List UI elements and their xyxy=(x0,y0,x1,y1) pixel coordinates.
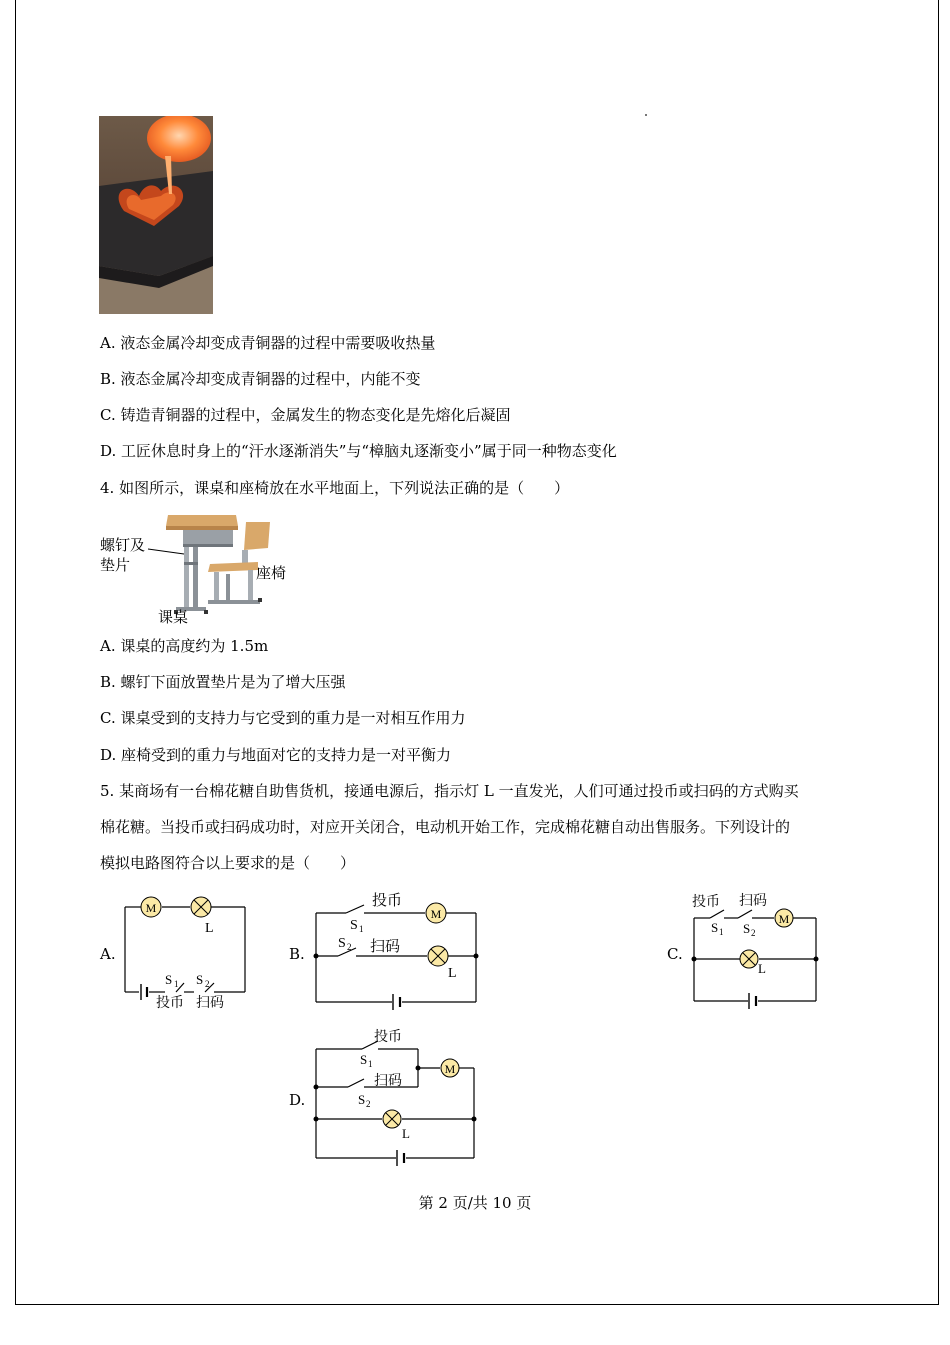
q4-option-d: D. 座椅受到的重力与地面对它的支持力是一对平衡力 xyxy=(100,746,452,764)
circuit-c xyxy=(688,888,823,1013)
s1-c: S xyxy=(711,920,719,935)
desk-chair-figure xyxy=(98,512,298,630)
lamp-l-a: L xyxy=(205,921,214,936)
s1-sub-a: 1 xyxy=(174,979,179,989)
q4-option-a: A. 课桌的高度约为 1.5m xyxy=(100,637,269,655)
s2-sub-c: 2 xyxy=(751,928,756,938)
circuit-d-letter: D. xyxy=(289,1091,306,1109)
circuit-b xyxy=(310,885,485,1010)
screw-label-1: 螺钉及 xyxy=(100,536,146,554)
circuit-b-letter: B. xyxy=(289,945,305,963)
q4-option-b: B. 螺钉下面放置垫片是为了增大压强 xyxy=(100,673,346,691)
bronze-casting-photo xyxy=(99,116,213,314)
motor-m-a: M xyxy=(145,901,157,915)
s1-sub-d: 1 xyxy=(368,1059,373,1069)
scan-label-a: 扫码 xyxy=(196,995,224,1011)
s2-d: S xyxy=(358,1092,366,1107)
motor-m-c: M xyxy=(778,912,790,926)
desk-label: 课桌 xyxy=(158,608,189,626)
q5-stem-line-3: 模拟电路图符合以上要求的是（ ） xyxy=(100,854,356,872)
s2-a: S xyxy=(196,972,204,987)
page-footer: 第 2 页/共 10 页 xyxy=(418,1194,532,1212)
s2-sub-a: 2 xyxy=(205,979,210,989)
q3-option-c: C. 铸造青铜器的过程中，金属发生的物态变化是先熔化后凝固 xyxy=(100,406,511,424)
scan-label-d: 扫码 xyxy=(374,1073,402,1089)
s2-sub-b: 2 xyxy=(347,942,352,952)
s1-d: S xyxy=(360,1052,368,1067)
lamp-l-b: L xyxy=(448,966,457,981)
circuit-a-letter: A. xyxy=(100,945,116,963)
circuit-c-letter: C. xyxy=(667,945,683,963)
screw-label-2: 垫片 xyxy=(100,556,131,574)
s2-c: S xyxy=(743,921,751,936)
s1-a: S xyxy=(165,972,173,987)
q3-option-b: B. 液态金属冷却变成青铜器的过程中，内能不变 xyxy=(100,370,421,388)
circuit-d xyxy=(310,1022,485,1172)
scan-label-b: 扫码 xyxy=(370,937,401,955)
q3-option-d: D. 工匠休息时身上的“汗水逐渐消失”与“樟脑丸逐渐变小”属于同一种物态变化 xyxy=(100,442,617,460)
coin-label-a: 投币 xyxy=(156,995,184,1011)
s1-sub-b: 1 xyxy=(359,924,364,934)
motor-m-d: M xyxy=(444,1062,456,1076)
coin-label-c: 投币 xyxy=(692,894,720,910)
q5-stem-line-1: 5. 某商场有一台棉花糖自助售货机，接通电源后，指示灯 L 一直发光，人们可通过投币或扫码的方式购买 xyxy=(100,782,799,800)
lamp-l-d: L xyxy=(402,1126,410,1141)
coin-label-d: 投币 xyxy=(374,1029,402,1045)
q4-stem: 4. 如图所示，课桌和座椅放在水平地面上，下列说法正确的是（ ） xyxy=(100,479,570,497)
chair-label: 座椅 xyxy=(256,564,287,582)
s2-sub-d: 2 xyxy=(366,1099,371,1109)
s1-b: S xyxy=(350,918,358,933)
q4-option-c: C. 课桌受到的支持力与它受到的重力是一对相互作用力 xyxy=(100,709,466,727)
s2-b: S xyxy=(338,936,346,951)
s1-sub-c: 1 xyxy=(719,927,724,937)
q5-stem-line-2: 棉花糖。当投币或扫码成功时，对应开关闭合，电动机开始工作，完成棉花糖自动出售服务。下列设计的 xyxy=(100,818,791,836)
motor-m-b: M xyxy=(430,907,442,921)
lamp-l-c: L xyxy=(758,961,766,976)
speck xyxy=(645,114,647,116)
coin-label-b: 投币 xyxy=(372,891,403,909)
scan-label-c: 扫码 xyxy=(739,893,767,909)
q3-option-a: A. 液态金属冷却变成青铜器的过程中需要吸收热量 xyxy=(100,334,436,352)
circuit-a xyxy=(120,890,255,1015)
